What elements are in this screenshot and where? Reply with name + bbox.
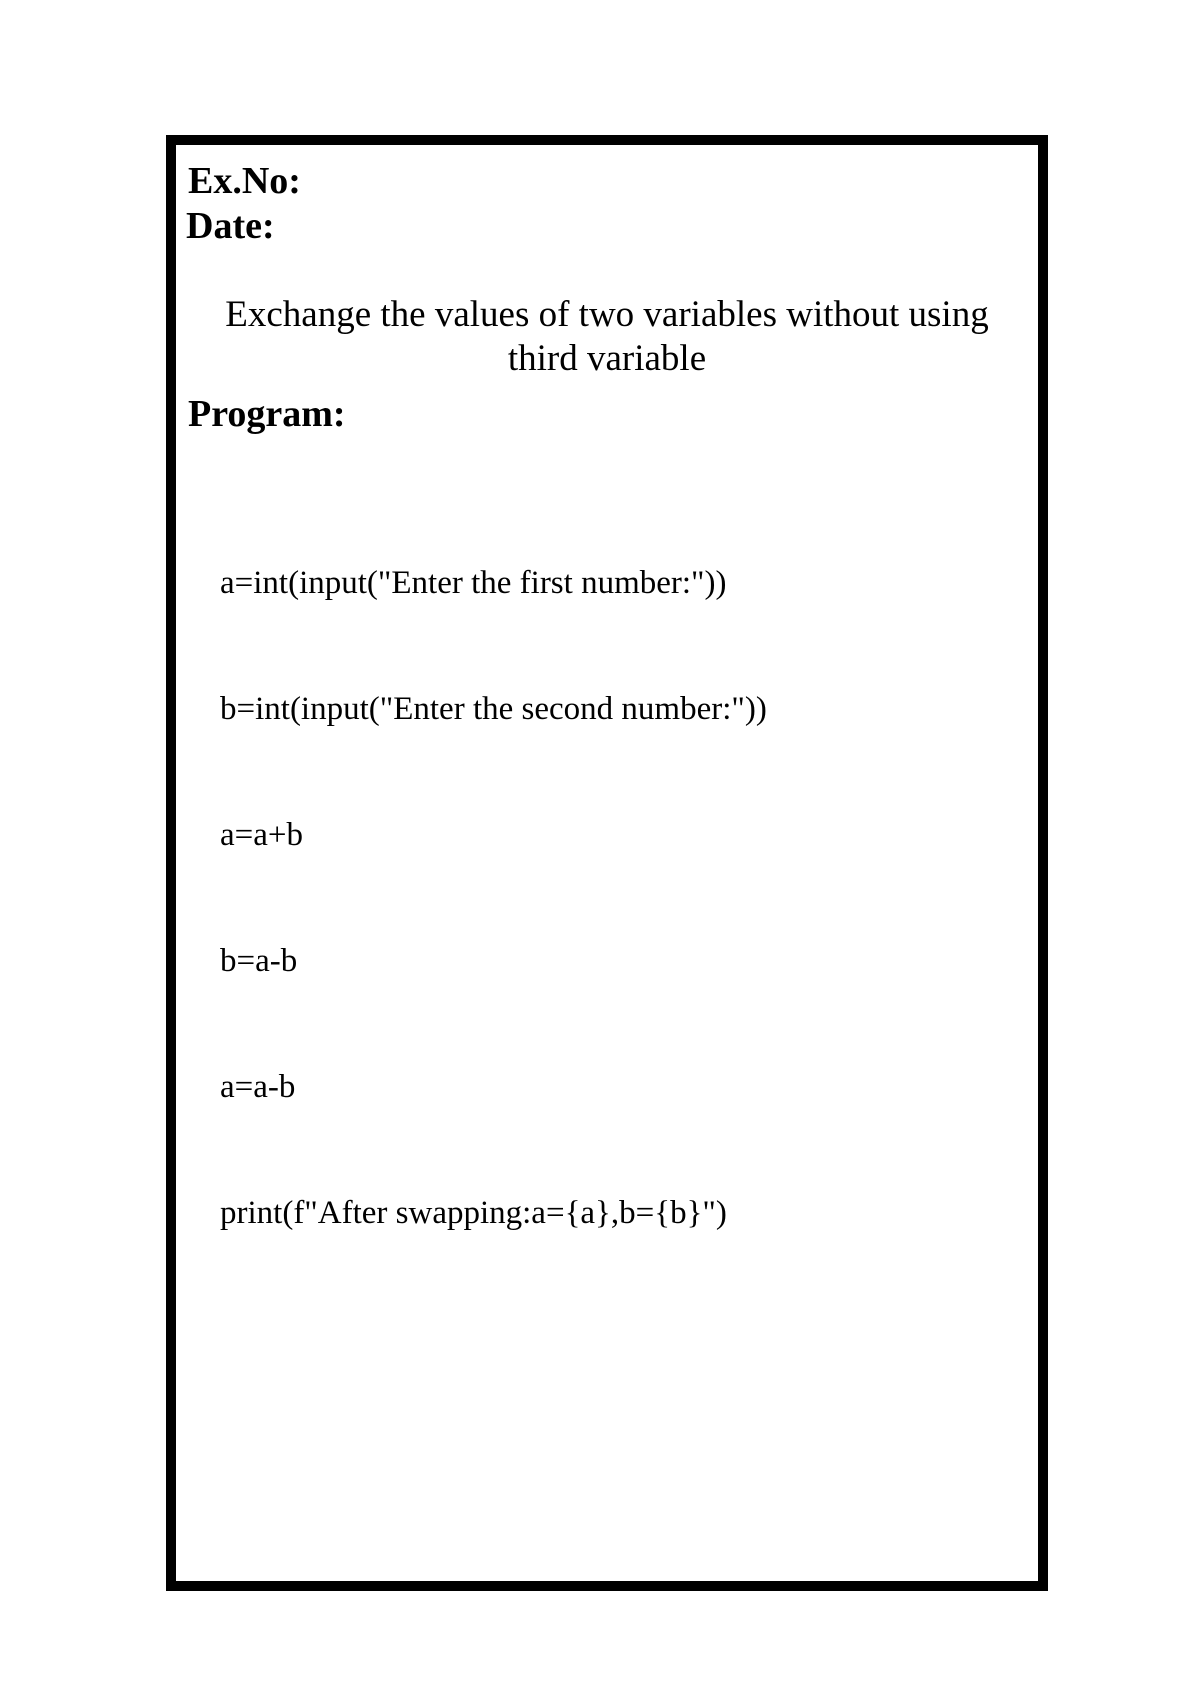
exercise-title-line-2: third variable <box>507 338 707 379</box>
exercise-title <box>176 293 1038 381</box>
exno-label: Ex.No: <box>188 160 301 202</box>
code-line: b=a-b <box>220 943 298 979</box>
code-line: print(f"After swapping:a={a},b={b}") <box>220 1195 727 1231</box>
program-heading: Program: <box>188 393 346 435</box>
code-line: a=a+b <box>220 817 304 853</box>
code-line: b=int(input("Enter the second number:")) <box>220 691 767 727</box>
code-line: a=a-b <box>220 1069 296 1105</box>
record-page-frame <box>166 135 1048 1591</box>
program-code <box>220 478 767 1318</box>
code-line: a=int(input("Enter the first number:")) <box>220 565 727 601</box>
exercise-title-line-1: Exchange the values of two variables without using <box>225 294 989 335</box>
date-label: Date: <box>186 205 275 247</box>
